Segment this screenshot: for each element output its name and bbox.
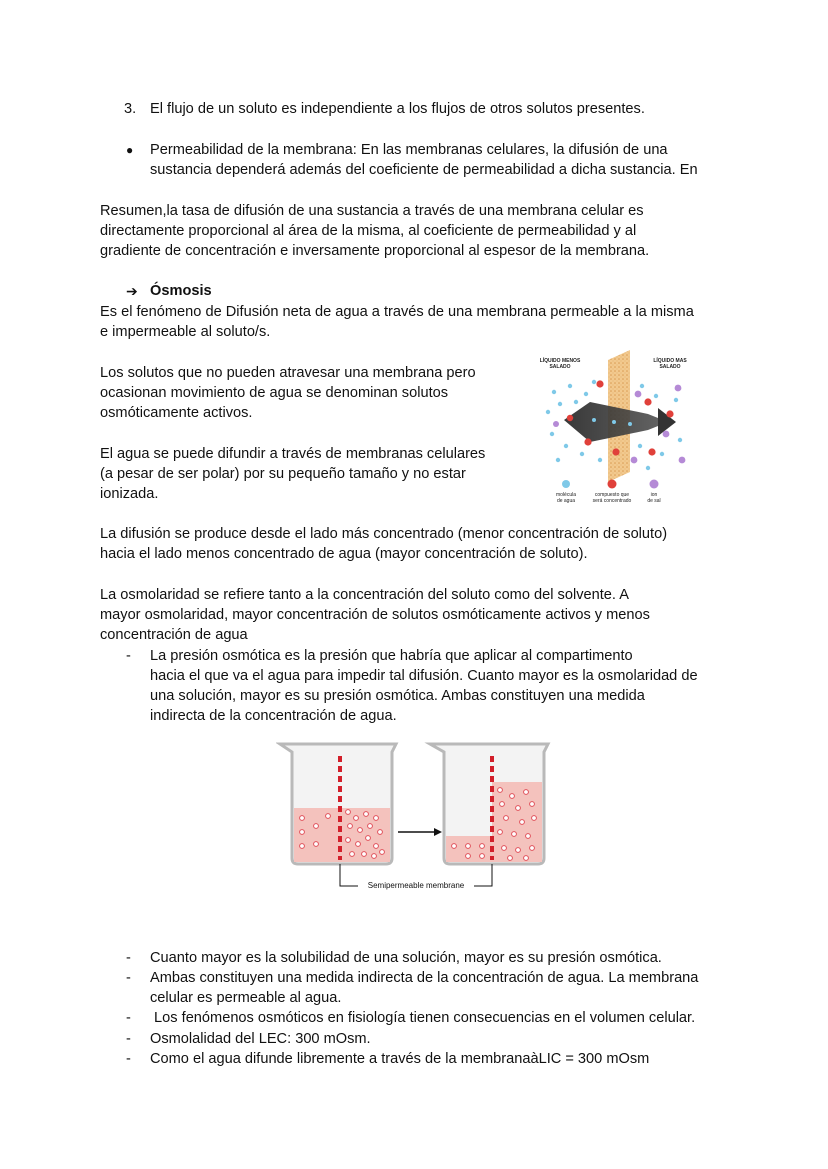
- osmolaridad-line: mayor osmolaridad, mayor concentración de solutos osmóticamente activos y menos: [100, 607, 650, 623]
- agua-line: ionizada.: [100, 486, 159, 502]
- left-liquid-label: [532, 358, 588, 370]
- bullet-line: sustancia dependerá además del coeficiente de permeabilidad a dicha sustancia. En: [150, 162, 698, 178]
- figure-caption: Semipermeable membrane: [367, 881, 465, 890]
- dash-bullet: -: [126, 970, 131, 986]
- dash-bullet: -: [126, 950, 131, 966]
- legend-label-line: compuesto que: [594, 492, 630, 498]
- beakers-illustration: [276, 740, 552, 900]
- presion-line: La presión osmótica es la presión que habría que aplicar al compartimento: [150, 648, 633, 664]
- list-item-line: celular es permeable al agua.: [150, 990, 342, 1006]
- osmosis-membrane-figure: [530, 342, 700, 508]
- difusion-line: hacia el lado menos concentrado de agua (mayor concentración de soluto).: [100, 546, 588, 562]
- presion-line: hacia el que va el agua para impedir tal difusión. Cuanto mayor es la osmolaridad de: [150, 668, 698, 684]
- bullet-icon: ●: [126, 143, 134, 157]
- arrow-icon: ➔: [126, 283, 138, 299]
- list-number: 3.: [124, 101, 137, 117]
- beaker-right: [430, 744, 548, 864]
- legend-label-line: de agua: [556, 498, 576, 504]
- section-heading: Ósmosis: [150, 283, 212, 299]
- list-item-line: Ambas constituyen una medida indirecta de la concentración de agua. La membrana: [150, 970, 699, 986]
- right-liquid-label: [642, 358, 698, 370]
- legend-salt-ion: [638, 492, 670, 504]
- list-item-line: Osmolalidad del LEC: 300 mOsm.: [150, 1031, 371, 1047]
- right-liquid-label-line: LÍQUIDO MAS: [653, 358, 687, 364]
- list-item-line: Los fenómenos osmóticos en fisiología tienen consecuencias en el volumen celular.: [150, 1010, 696, 1026]
- osmosis-definition-line: e impermeable al soluto/s.: [100, 324, 271, 340]
- agua-line: (a pesar de ser polar) por su pequeño tamaño y no estar: [100, 466, 466, 482]
- legend-water: [546, 492, 586, 504]
- agua-line: El agua se puede difundir a través de membranas celulares: [100, 446, 486, 462]
- presion-line: una solución, mayor es su presión osmótica. Ambas constituyen una medida: [150, 688, 645, 704]
- solutos-line: ocasionan movimiento de agua se denominan solutos: [100, 385, 449, 401]
- presion-line: indirecta de la concentración de agua.: [150, 708, 397, 724]
- legend-label-line: de sal: [647, 498, 661, 504]
- solutos-line: Los solutos que no pueden atravesar una membrana pero: [100, 365, 476, 381]
- resumen-line: gradiente de concentración e inversamente proporcional al espesor de la membrana.: [100, 243, 650, 259]
- beaker-left: [280, 744, 396, 864]
- right-liquid-label-line: SALADO: [659, 364, 681, 370]
- dash-bullet: -: [126, 1031, 131, 1047]
- legend-label-line: será concentrado: [592, 498, 632, 504]
- dash-bullet: -: [126, 648, 131, 664]
- solutos-line: osmóticamente activos.: [100, 405, 253, 421]
- dash-bullet: -: [126, 1010, 131, 1026]
- list-item-text: El flujo de un soluto es independiente a los flujos de otros solutos presentes.: [150, 101, 645, 117]
- dash-bullet: -: [126, 1051, 131, 1067]
- list-item-line: Cuanto mayor es la solubilidad de una solución, mayor es su presión osmótica.: [150, 950, 662, 966]
- legend-label-line: molécula: [555, 492, 576, 498]
- resumen-line: directamente proporcional al área de la misma, al coeficiente de permeabilidad y al: [100, 223, 637, 239]
- osmolaridad-line: concentración de agua: [100, 627, 248, 643]
- difusion-line: La difusión se produce desde el lado más concentrado (menor concentración de soluto): [100, 526, 668, 542]
- legend-compound: [588, 492, 636, 504]
- osmosis-definition-line: Es el fenómeno de Difusión neta de agua a través de una membrana permeable a la misma: [100, 304, 694, 320]
- list-item-line: Como el agua difunde libremente a través de la membranaàLIC = 300 mOsm: [150, 1051, 650, 1067]
- legend-label-line: ion: [650, 492, 658, 498]
- left-liquid-label-line: LÍQUIDO MENOS: [539, 358, 581, 364]
- osmolaridad-line: La osmolaridad se refiere tanto a la concentración del soluto como del solvente. A: [100, 587, 629, 603]
- beakers-figure: [276, 740, 552, 900]
- resumen-line: Resumen,la tasa de difusión de una sustancia a través de una membrana celular es: [100, 203, 644, 219]
- bullet-line: Permeabilidad de la membrana: En las membranas celulares, la difusión de una: [150, 142, 668, 158]
- left-liquid-label-line: SALADO: [549, 364, 571, 370]
